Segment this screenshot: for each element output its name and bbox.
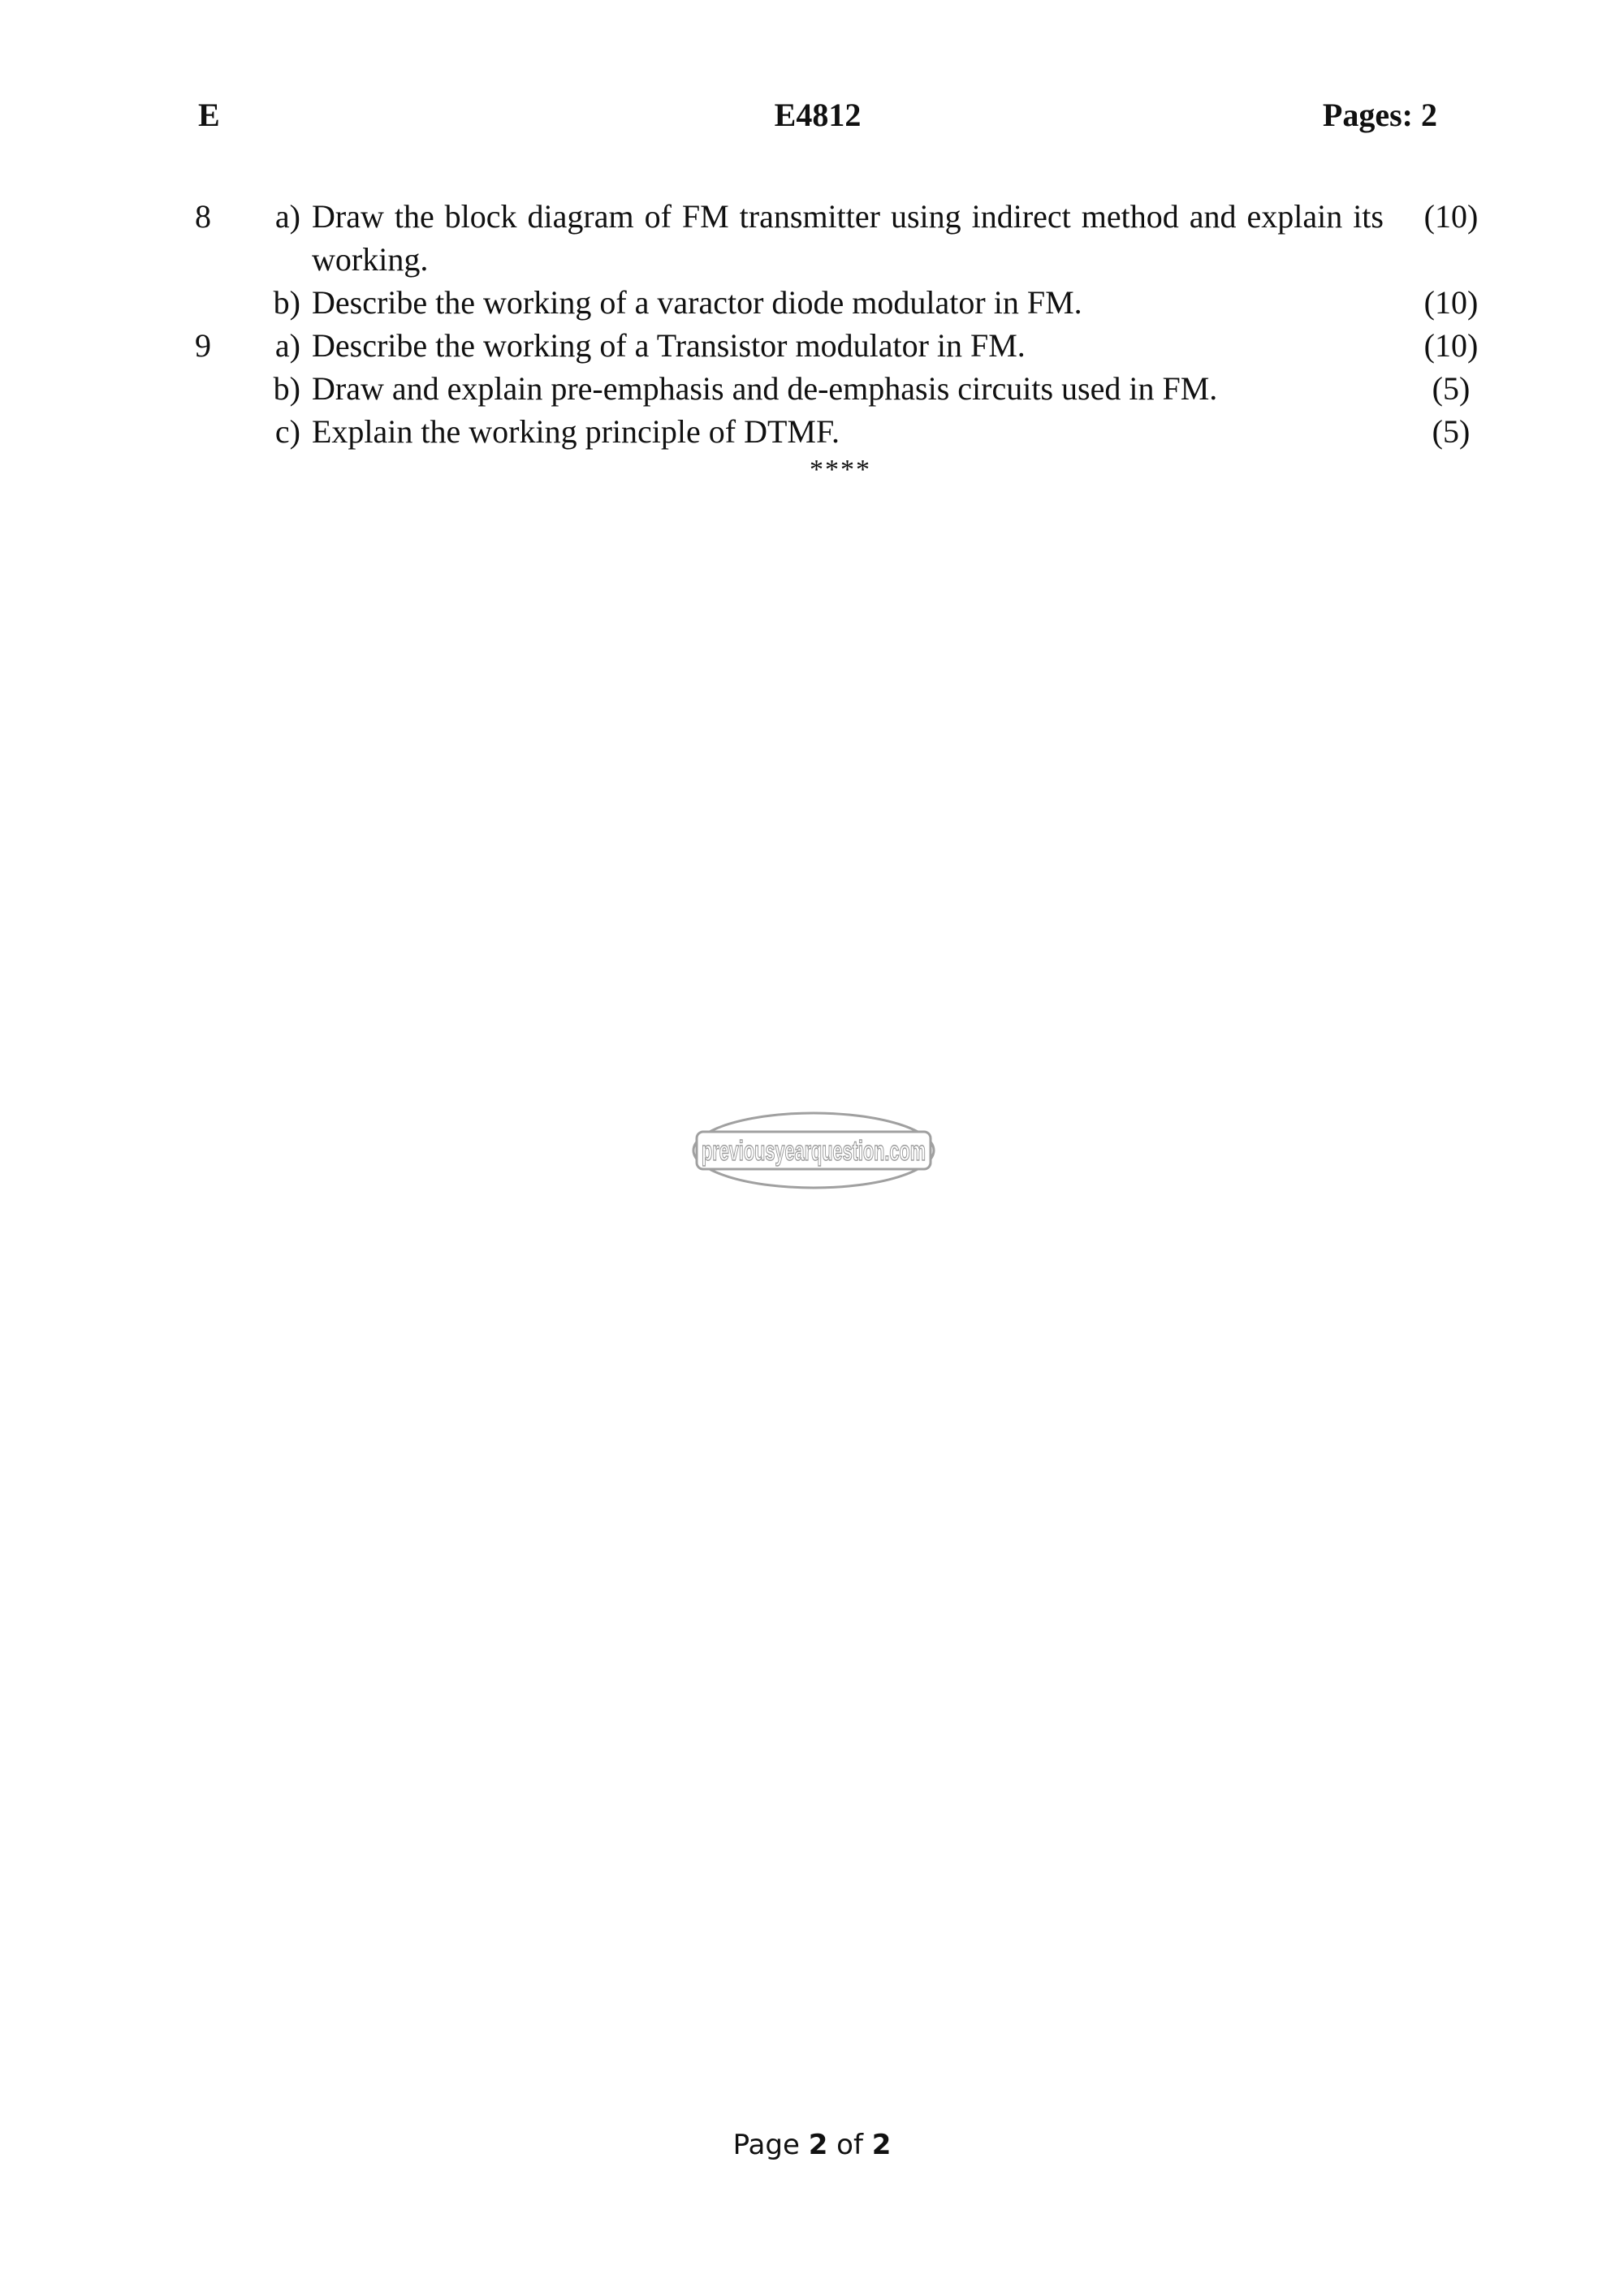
question-marks: (5) [1432,370,1471,407]
question-row [195,324,1486,367]
question-marks: (10) [1423,198,1479,235]
watermark-logo-graphic [692,1111,935,1190]
question-list [195,195,1486,453]
question-text: Draw and explain pre-emphasis and de-emphasis circuits used in FM. [312,370,1218,407]
footer-page-label: Page [732,2129,800,2161]
question-part: a) [274,198,300,235]
page-footer [0,2129,1624,2161]
question-text: Explain the working principle of DTMF. [312,413,840,450]
question-text: Describe the working of a varactor diode modulator in FM. [312,284,1082,321]
question-text: Draw the block diagram of FM transmitter using indirect method and explain its working. [312,198,1384,278]
footer-current-page: 2 [808,2129,828,2161]
watermark-logo [692,1111,935,1190]
question-row [195,281,1486,324]
header-series: E [198,97,220,133]
end-of-paper-mark: **** [810,455,871,485]
question-row [195,195,1486,281]
question-marks: (10) [1423,284,1479,321]
question-part: b) [273,284,300,321]
svg-text:previousyearquestion.com: previousyearquestion.com [702,1136,926,1167]
question-part: a) [274,327,300,364]
question-marks: (5) [1432,413,1471,450]
question-number: 8 [195,198,211,235]
question-text: Describe the working of a Transistor modulator in FM. [312,327,1026,364]
footer-of-label: of [836,2129,863,2161]
header-page-count: Pages: 2 [1322,97,1437,133]
question-row [195,410,1486,453]
footer-total-pages: 2 [871,2129,892,2161]
question-part: c) [274,413,300,450]
page-header [198,96,1437,145]
question-number: 9 [195,327,211,364]
question-row [195,367,1486,410]
question-part: b) [273,370,300,407]
header-paper-code: E4812 [774,97,862,133]
question-marks: (10) [1423,327,1479,364]
